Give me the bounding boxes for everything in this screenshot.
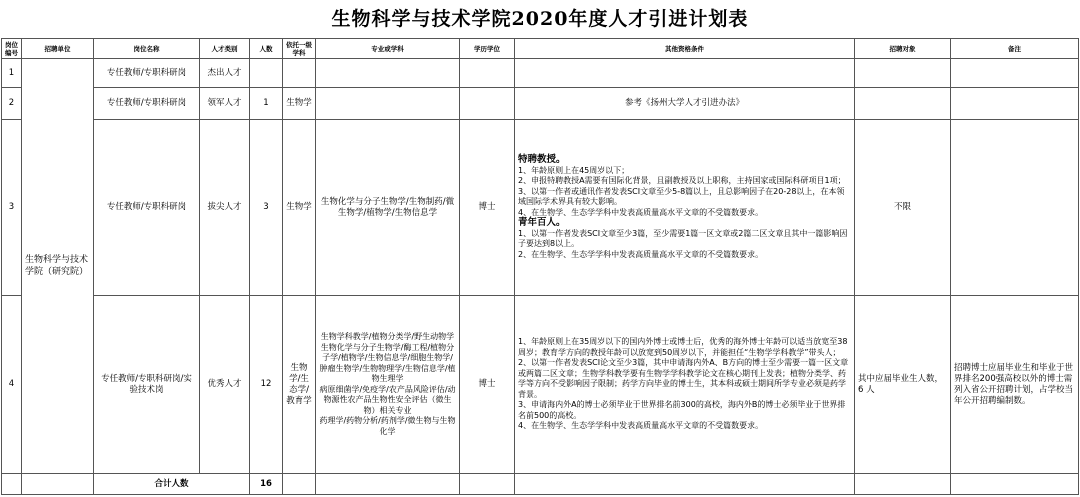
cell-empty[interactable] (515, 474, 855, 495)
cell-degree[interactable]: 博士 (460, 296, 515, 474)
cell-conditions[interactable]: 1、年龄原则上在35周岁以下的国内外博士或博士后，优秀的海外博士年龄可以适当放宽至38周岁；教育学方向的教授年龄可以放宽到50周岁以下，并能担任“生物学学科教学”带头人； 2、以第一作者发表SCI论文至少3篇，其中申请海内外A、B方向的博士至少需要一篇一区文章或两篇二区文章；生物学科教学要有生物学学科教学论文在核心期刊上发表；植物分类学、药学等方向不受影响因子限制；药学方向毕业的博士生，其本科或硕士期间所学专业必须是药学背景。 3、申请海内外A的博士必须毕业于世界排名前300的高校，海内外B的博士必须毕业于世界排名前500的高校。 4、在生物学、生态学学科中发表高质量高水平文章的不受篇数要求。 (515, 296, 855, 474)
total-label[interactable]: 合计人数 (94, 474, 250, 495)
cell-major[interactable]: 生物化学与分子生物学/生物制药/微生物学/植物学/生物信息学 (316, 120, 460, 296)
cell-degree[interactable] (460, 88, 515, 120)
total-value[interactable]: 16 (250, 474, 283, 495)
cell-conditions[interactable] (515, 120, 855, 296)
header-remark: 备注 (951, 39, 1079, 59)
cell-target[interactable] (855, 88, 951, 120)
header-row (2, 39, 1079, 59)
conditions-heading-young: 青年百人。 (518, 217, 566, 228)
table-row (2, 59, 1079, 88)
cell-empty[interactable] (460, 474, 515, 495)
cell-seq[interactable]: 1 (2, 59, 22, 88)
cell-conditions[interactable] (515, 59, 855, 88)
conditions-body-young: 1、以第一作者发表SCI文章至少3篇，至少需要1篇一区文章或2篇二区文章且其中一篇影响因子要达到8以上。 2、在生物学、生态学学科中发表高质量高水平文章的不受篇数要求。 (518, 228, 848, 259)
cell-seq[interactable]: 4 (2, 296, 22, 474)
cell-count[interactable]: 12 (250, 296, 283, 474)
cell-unit[interactable]: 生物科学与技术学院（研究院） (22, 59, 94, 474)
cell-seq[interactable]: 3 (2, 120, 22, 296)
header-conditions: 其他资格条件 (515, 39, 855, 59)
header-degree: 学历学位 (460, 39, 515, 59)
cell-conditions[interactable]: 参考《扬州大学人才引进办法》 (515, 88, 855, 120)
page-title: 生物科学与技术学院2020年度人才引进计划表 (331, 8, 749, 30)
cell-post[interactable]: 专任教师/专职科研岗 (94, 88, 200, 120)
cell-discipline[interactable] (283, 59, 316, 88)
recruitment-table (1, 38, 1079, 495)
cell-post[interactable]: 专任教师/专职科研岗/实验技术岗 (94, 296, 200, 474)
cell-major[interactable]: 生物学科教学/植物分类学/野生动物学 生物化学与分子生物学/酶工程/植物分子学/植物学/生物信息学/细胞生物学/肿瘤生物学/生物物理学/生物信息学/植物生理学 病原细菌学/免疫学/农产品风险评估/动物源性农产品生物性安全评估（微生物）相关专业 药理学/药物分析/药剂学/微生物与生物化学 (316, 296, 460, 474)
cell-empty[interactable] (283, 474, 316, 495)
table-row (2, 88, 1079, 120)
cell-degree[interactable] (460, 59, 515, 88)
cell-remark[interactable] (951, 120, 1079, 296)
cell-empty[interactable] (316, 474, 460, 495)
header-target: 招聘对象 (855, 39, 951, 59)
cell-discipline[interactable]: 生物学 (283, 120, 316, 296)
cell-target[interactable]: 其中应届毕业生人数，6 人 (855, 296, 951, 474)
cell-count[interactable]: 3 (250, 120, 283, 296)
cell-major[interactable] (316, 88, 460, 120)
cell-remark[interactable]: 招聘博士应届毕业生和毕业于世界排名200强高校以外的博士需列入省公开招聘计划，占学校当年公开招聘编制数。 (951, 296, 1079, 474)
cell-category[interactable]: 拔尖人才 (200, 120, 250, 296)
cell-empty[interactable] (22, 474, 94, 495)
header-post: 岗位名称 (94, 39, 200, 59)
conditions-body-professor: 1、年龄原则上在45周岁以下； 2、申报特聘教授A需要有国际化背景，且副教授及以上职称，主持国家或国际科研项目1项； 3、以第一作者或通讯作者发表SCI文章至少5-8篇以上，且总影响因子在20-28以上，在本领域国际学术界具有较大影响。 4、在生物学、生态学学科中发表高质量高水平文章的不受篇数要求。 (518, 165, 846, 217)
header-unit: 招聘单位 (22, 39, 94, 59)
header-major: 专业或学科 (316, 39, 460, 59)
cell-count[interactable] (250, 59, 283, 88)
cell-remark[interactable] (951, 88, 1079, 120)
cell-degree[interactable]: 博士 (460, 120, 515, 296)
cell-category[interactable]: 领军人才 (200, 88, 250, 120)
cell-category[interactable]: 优秀人才 (200, 296, 250, 474)
table-row (2, 296, 1079, 474)
table-row (2, 120, 1079, 296)
header-seq: 岗位编号 (2, 39, 22, 59)
total-row (2, 474, 1079, 495)
header-category: 人才类别 (200, 39, 250, 59)
cell-major[interactable] (316, 59, 460, 88)
cell-target[interactable] (855, 59, 951, 88)
cell-remark[interactable] (951, 59, 1079, 88)
cell-discipline[interactable]: 生物学/生态学/教育学 (283, 296, 316, 474)
header-discipline: 依托一级学科 (283, 39, 316, 59)
cell-empty[interactable] (951, 474, 1079, 495)
cell-category[interactable]: 杰出人才 (200, 59, 250, 88)
conditions-heading-professor: 特聘教授。 (518, 154, 566, 165)
cell-target[interactable]: 不限 (855, 120, 951, 296)
cell-seq[interactable]: 2 (2, 88, 22, 120)
cell-discipline[interactable]: 生物学 (283, 88, 316, 120)
cell-post[interactable]: 专任教师/专职科研岗 (94, 59, 200, 88)
header-count: 人数 (250, 39, 283, 59)
cell-empty[interactable] (855, 474, 951, 495)
cell-post[interactable]: 专任教师/专职科研岗 (94, 120, 200, 296)
cell-empty[interactable] (2, 474, 22, 495)
cell-count[interactable]: 1 (250, 88, 283, 120)
